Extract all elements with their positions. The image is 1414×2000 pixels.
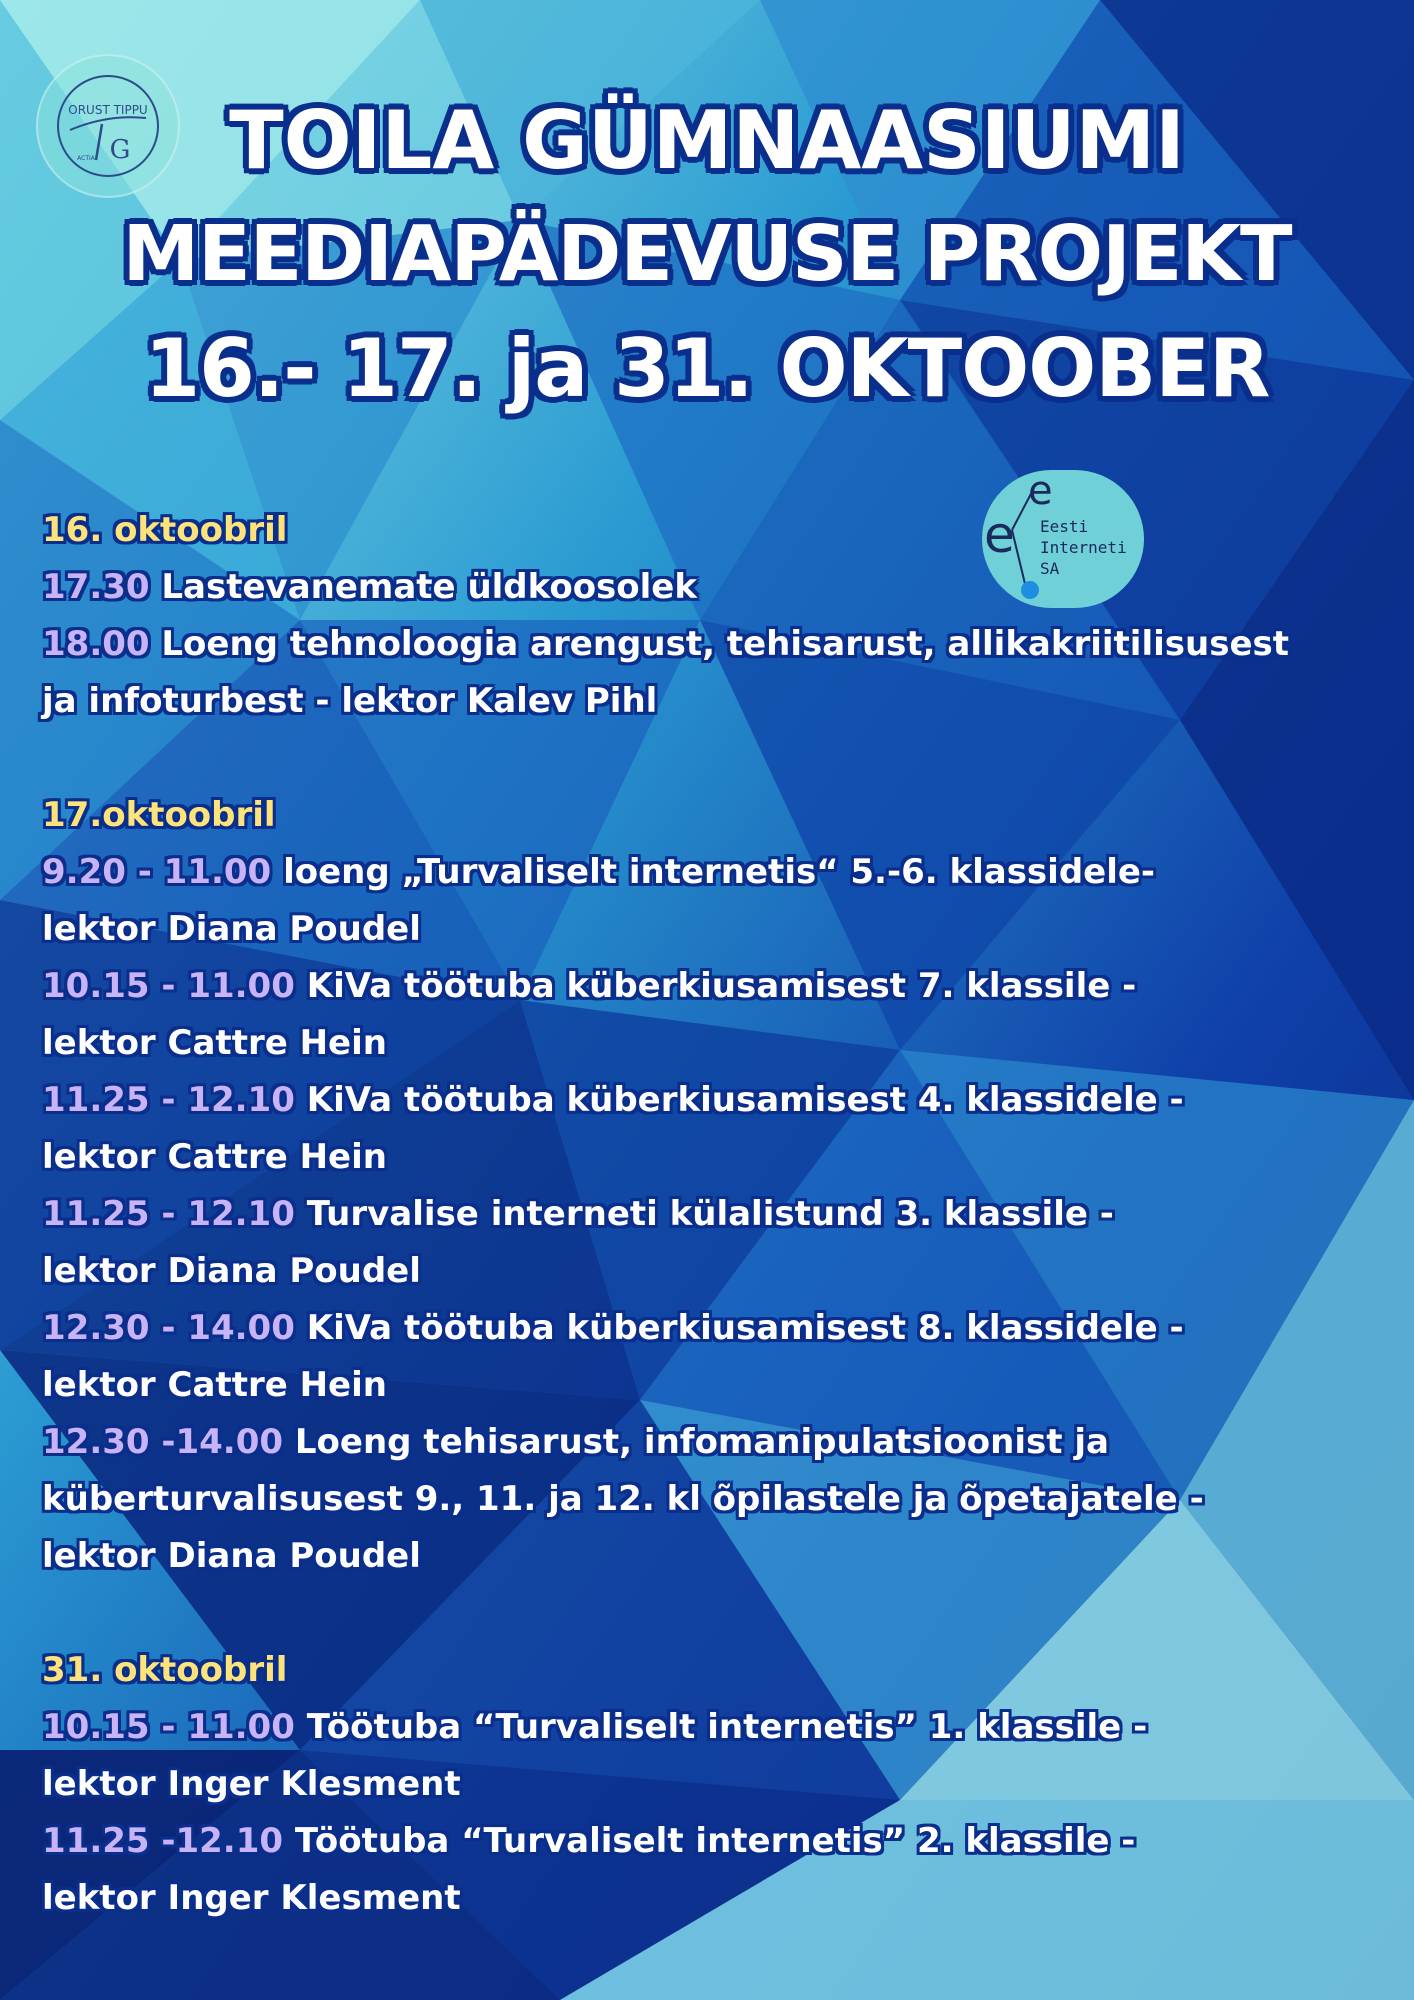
- svg-text:G: G: [109, 135, 131, 165]
- day-heading: 17.oktoobril: [42, 795, 276, 835]
- entry-text: KiVa töötuba küberkiusamisest 4. klassidele -: [306, 1080, 1184, 1120]
- schedule-entry: [42, 958, 1382, 1072]
- schedule-entry: [42, 1813, 1382, 1927]
- svg-text:e: e: [1028, 470, 1053, 514]
- schedule: [42, 502, 1382, 1927]
- entry-text: Loeng tehisarust, infomanipulatsioonist ja: [294, 1422, 1109, 1462]
- entry-time: 9.20 - 11.00: [42, 852, 272, 892]
- day-block-16: [42, 502, 1382, 730]
- entry-time: 10.15 - 11.00: [42, 966, 295, 1006]
- entry-lecturer: lektor Diana Poudel: [42, 1536, 421, 1576]
- entry-text: KiVa töötuba küberkiusamisest 7. klassile -: [306, 966, 1137, 1006]
- entry-time: 12.30 -14.00: [42, 1422, 284, 1462]
- day-block-17: [42, 787, 1382, 1585]
- entry-lecturer: lektor Inger Klesment: [42, 1764, 461, 1804]
- schedule-entry: [42, 616, 1382, 730]
- eesti-logo-line1: Eesti: [1040, 517, 1089, 536]
- schedule-entry: [42, 1072, 1382, 1186]
- title-project: MEEDIAPÄDEVUSE PROJEKT: [122, 210, 1292, 299]
- title-dates: 16.- 17. ja 31. OKTOOBER: [144, 322, 1270, 415]
- entry-lecturer: lektor Cattre Hein: [42, 1137, 387, 1177]
- entry-time: 11.25 - 12.10: [42, 1194, 295, 1234]
- entry-lecturer: lektor Diana Poudel: [42, 1251, 421, 1291]
- entry-lecturer: lektor Diana Poudel: [42, 909, 421, 949]
- schedule-entry: [42, 1300, 1382, 1414]
- entry-time: 12.30 - 14.00: [42, 1308, 295, 1348]
- entry-time: 10.15 - 11.00: [42, 1707, 295, 1747]
- schedule-entry: [42, 1699, 1382, 1813]
- entry-lecturer: lektor Inger Klesment: [42, 1878, 461, 1918]
- entry-lecturer: lektor Cattre Hein: [42, 1365, 387, 1405]
- school-logo-sub: ACTIA: [77, 155, 95, 162]
- entry-time: 18.00: [42, 624, 150, 664]
- eesti-logo-line2: Interneti: [1040, 538, 1127, 557]
- entry-time: 11.25 - 12.10: [42, 1080, 295, 1120]
- title-school: TOILA GÜMNAASIUMI: [229, 94, 1185, 187]
- entry-text-cont: ja infoturbest - lektor Kalev Pihl: [42, 681, 658, 721]
- schedule-entry: [42, 844, 1382, 958]
- day-heading: 31. oktoobril: [42, 1650, 288, 1690]
- schedule-entry: [42, 1186, 1382, 1300]
- eesti-logo-line3: SA: [1040, 559, 1060, 578]
- day-block-31: [42, 1642, 1382, 1927]
- day-heading: 16. oktoobril: [42, 510, 288, 550]
- svg-text:e: e: [984, 506, 1015, 564]
- entry-text: Loeng tehnoloogia arengust, tehisarust, allikakriitilisusest: [161, 624, 1290, 664]
- entry-text: Lastevanemate üldkoosolek: [161, 567, 697, 607]
- school-logo-motto: ORUST TIPPU: [68, 103, 148, 117]
- poster-title: [0, 84, 1414, 426]
- entry-time: 17.30: [42, 567, 150, 607]
- entry-lecturer: lektor Cattre Hein: [42, 1023, 387, 1063]
- entry-text: Töötuba “Turvaliselt internetis” 1. klassile -: [306, 1707, 1148, 1747]
- entry-text: KiVa töötuba küberkiusamisest 8. klassidele -: [306, 1308, 1184, 1348]
- schedule-entry: [42, 1414, 1382, 1585]
- entry-time: 11.25 -12.10: [42, 1821, 284, 1861]
- entry-text-cont: küberturvalisusest 9., 11. ja 12. kl õpilastele ja õpetajatele -: [42, 1479, 1204, 1519]
- schedule-entry: [42, 559, 1382, 616]
- entry-text: loeng „Turvaliselt internetis“ 5.-6. klassidele-: [283, 852, 1156, 892]
- entry-text: Töötuba “Turvaliselt internetis” 2. klassile -: [294, 1821, 1136, 1861]
- entry-text: Turvalise interneti külalistund 3. klassile -: [306, 1194, 1114, 1234]
